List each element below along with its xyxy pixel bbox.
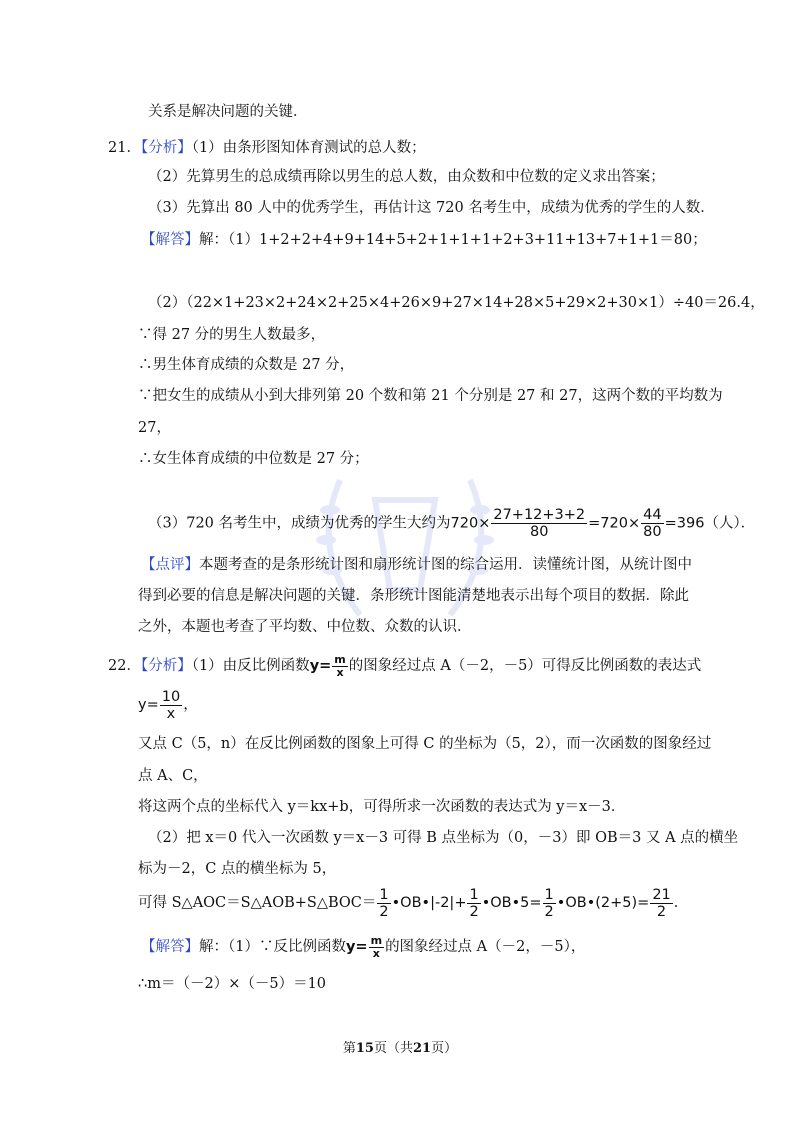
analysis-tag: 【分析】 bbox=[140, 140, 192, 156]
text-line: ∵得 27 分的男生人数最多， bbox=[138, 327, 326, 343]
text-line: （1）由条形图知体育测试的总人数； bbox=[191, 140, 426, 156]
fraction-denominator: x bbox=[336, 665, 344, 679]
math-term: =396（人）． bbox=[664, 515, 756, 532]
area-formula-line bbox=[138, 886, 688, 920]
text-line: 又点 C（5，n）在反比例函数的图象上可得 C 的坐标为（5，2），而一次函数的图象经过 bbox=[138, 736, 712, 752]
fraction-denominator: 2 bbox=[656, 903, 667, 920]
math-term: •OB•(2+5)= bbox=[556, 895, 650, 911]
text-line: （2）把 x＝0 代入一次函数 y＝x－3 可得 B 点坐标为（0，－3）即 OB＝3 又 A 点的横坐 bbox=[148, 830, 739, 846]
total-pages: 21 bbox=[413, 1041, 432, 1056]
answer-tag: 【解答】 bbox=[141, 939, 199, 955]
fraction bbox=[641, 507, 663, 540]
math-term: y= bbox=[138, 697, 159, 713]
fraction-denominator: 80 bbox=[643, 524, 662, 540]
fraction-numerator: m bbox=[370, 933, 383, 947]
fraction bbox=[160, 689, 182, 722]
page-number: 15 bbox=[355, 1041, 374, 1056]
text-line: ∴m＝（－2）×（－5）＝10 bbox=[138, 976, 327, 992]
text-span: 的图象经过点 A（－2，－5）， bbox=[385, 939, 586, 955]
text-line: （3）先算出 80 人中的优秀学生，再估计这 720 名考生中，成绩为优秀的学生的人数． bbox=[148, 200, 715, 216]
fraction-denominator: 80 bbox=[530, 524, 549, 540]
fraction-denominator: 2 bbox=[469, 903, 479, 920]
text-span: ， bbox=[183, 697, 198, 713]
fraction bbox=[467, 887, 480, 920]
fraction bbox=[491, 507, 587, 540]
text-line: 点 A、C， bbox=[138, 768, 208, 784]
fraction-numerator: 1 bbox=[544, 886, 554, 903]
fraction-numerator: 21 bbox=[652, 886, 671, 903]
question-21-comment bbox=[141, 555, 692, 575]
footer-text: 页） bbox=[431, 1041, 458, 1056]
fraction-denominator: x bbox=[372, 946, 380, 960]
footer-text: 第 bbox=[342, 1041, 356, 1056]
text-line: 之外，本题也考查了平均数、中位数、众数的认识． bbox=[138, 619, 472, 635]
text-line: 标为－2，C 点的横坐标为 5， bbox=[138, 861, 337, 877]
fraction-numerator: 1 bbox=[469, 886, 479, 903]
comment-tag: 【点评】 bbox=[141, 557, 199, 573]
math-term: •OB•|-2|+ bbox=[391, 895, 467, 911]
fraction bbox=[543, 887, 556, 920]
question-22-analysis bbox=[108, 652, 701, 680]
text-line: ∴男生体育成绩的众数是 27 分， bbox=[138, 357, 355, 373]
footer-text: 页（共 bbox=[373, 1041, 413, 1056]
fraction bbox=[377, 887, 390, 920]
text-line: （2）先算男生的总成绩再除以男生的总人数，由众数和中位数的定义求出答案； bbox=[148, 169, 665, 185]
text-span: 的图象经过点 A（－2，－5）可得反比例函数的表达式 bbox=[348, 658, 702, 674]
text-line: （2）（22×1+23×2+24×2+25×4+26×9+27×14+28×5+29×2+30×1）÷40＝26.4， bbox=[148, 295, 765, 311]
fraction-numerator: 44 bbox=[643, 507, 662, 523]
math-term: 720× bbox=[450, 515, 491, 532]
expression-line bbox=[138, 688, 198, 722]
text-line: 27， bbox=[138, 420, 171, 436]
text-line: 解：（1）1+2+2+4+9+14+5+2+1+1+1+2+3+11+13+7+1+1＝80； bbox=[199, 232, 707, 248]
analysis-tag: 【分析】 bbox=[140, 658, 192, 674]
math-term: =720× bbox=[588, 515, 641, 532]
text-line: 得到必要的信息是解决问题的关键．条形统计图能清楚地表示出每个项目的数据．除此 bbox=[138, 588, 689, 604]
text-span: 可得 S△AOC＝S△AOB+S△BOC＝ bbox=[138, 895, 377, 911]
question-number: 21． bbox=[108, 140, 141, 156]
math-term: y= bbox=[309, 658, 332, 674]
fraction-numerator: 1 bbox=[379, 886, 389, 903]
excellent-estimate-line bbox=[148, 507, 755, 540]
text-span: ． bbox=[673, 895, 689, 911]
text-line: 关系是解决问题的关键． bbox=[148, 104, 308, 120]
math-term: y= bbox=[345, 939, 368, 955]
fraction bbox=[650, 887, 672, 920]
answer-tag: 【解答】 bbox=[141, 232, 199, 248]
fraction-denominator: x bbox=[166, 705, 176, 722]
text-line: ∴女生体育成绩的中位数是 27 分； bbox=[138, 451, 369, 467]
fraction-numerator: m bbox=[334, 652, 346, 666]
fraction-numerator: 10 bbox=[161, 688, 181, 705]
question-21-answer bbox=[141, 230, 707, 250]
fraction-numerator: 27+12+3+2 bbox=[493, 507, 586, 523]
text-span: 解：（1）∵反比例函数 bbox=[199, 939, 346, 955]
text-span: （1）由反比例函数 bbox=[191, 658, 310, 674]
fraction bbox=[369, 935, 384, 960]
text-line: 本题考查的是条形统计图和扇形统计图的综合运用．读懂统计图，从统计图中 bbox=[199, 557, 692, 573]
page-footer bbox=[0, 1037, 800, 1056]
math-term: •OB•5= bbox=[481, 895, 542, 911]
fraction bbox=[332, 654, 347, 679]
question-21-analysis bbox=[108, 138, 426, 158]
fraction-denominator: 2 bbox=[379, 903, 389, 920]
text-span: （3）720 名考生中，成绩为优秀的学生大约为 bbox=[148, 515, 451, 532]
question-22-answer bbox=[141, 933, 585, 961]
watermark-laurel bbox=[300, 440, 510, 640]
text-line: 将这两个点的坐标代入 y＝kx+b，可得所求一次函数的表达式为 y＝x－3． bbox=[138, 799, 626, 815]
text-line: ∵把女生的成绩从小到大排列第 20 个数和第 21 个分别是 27 和 27，这两个数的平均数为 bbox=[138, 388, 723, 404]
fraction-denominator: 2 bbox=[544, 903, 554, 920]
question-number: 22． bbox=[108, 658, 141, 674]
